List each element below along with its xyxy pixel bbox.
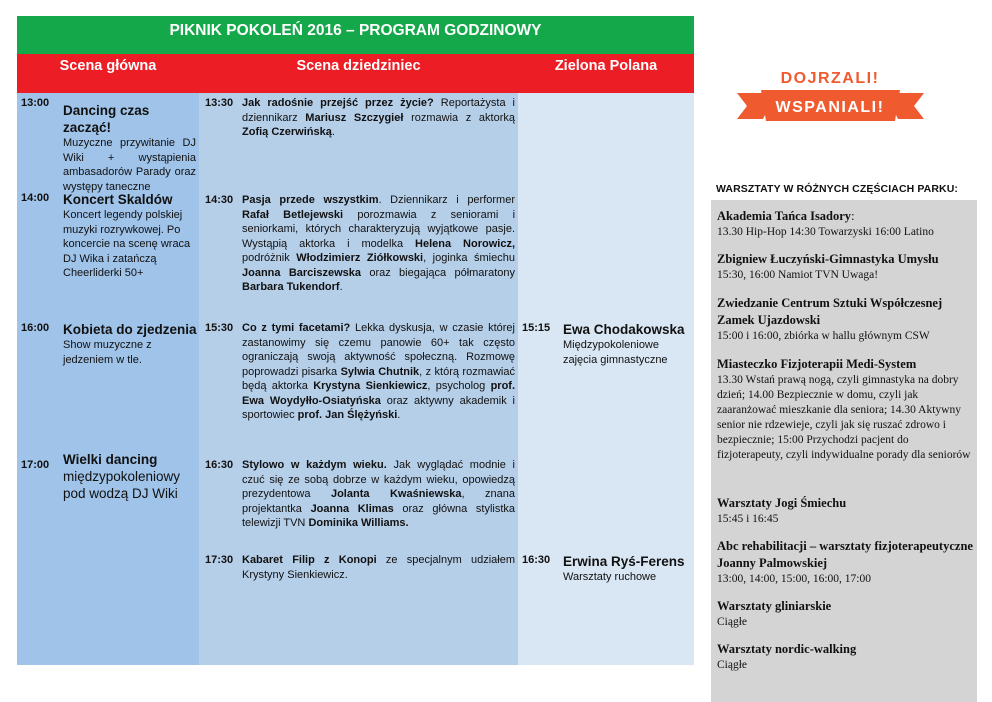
workshop-item	[717, 495, 975, 527]
workshop-item	[717, 251, 975, 283]
event-title: Koncert Skaldów	[63, 192, 173, 207]
logo-line2: WSPANIALI!	[775, 99, 885, 116]
event-title: Kobieta do zjedzenia	[63, 322, 197, 337]
event-title: Erwina Ryś-Ferens	[563, 554, 685, 569]
event-desc: Kabaret Filip z Konopi ze specjalnym udziałem Krystyny Sienkiewicz.	[242, 554, 515, 581]
event-time: 14:30	[205, 194, 234, 206]
event-title: Ewa Chodakowska	[563, 322, 685, 337]
event-title: Wielki dancing	[63, 452, 158, 467]
dojrzali-wspaniali-logo	[733, 63, 928, 133]
workshop-item: Akademia Tańca Isadory: 13.30 Hip-Hop 14:30 Towarzyski 16:00 Latino	[717, 209, 934, 238]
event-time: 16:00	[21, 322, 50, 334]
workshop-desc: Ciągłe	[717, 616, 748, 628]
logo-line1: DOJRZALI!	[780, 70, 880, 87]
workshop-item	[717, 641, 975, 673]
workshop-desc: 15:00 i 16:00, zbiórka w hallu głównym CSW	[717, 330, 930, 342]
event-desc: Jak radośnie przejść przez życie? Reportażysta i dziennikarz Mariusz Szczygieł rozmawia z aktorką Zofią Czerwińską.	[242, 97, 515, 138]
header-main-stage: Scena główna	[59, 58, 157, 74]
workshop-item	[717, 538, 975, 587]
event-desc: Pasja przede wszystkim. Dziennikarz i performer Rafał Betlejewski porozmawia z seniorami i seniorkami, których charakteryzują wyjątkowe pasje. Wystąpią aktorka i modelka Helena Norowicz, podróżnik Włodzimierz Ziółkowski, joginka śmiechu Joanna Barciszewska oraz biegająca półmaratony Barbara Tukendorf.	[242, 194, 516, 293]
workshop-title: Miasteczko Fizjoterapii Medi-System	[717, 357, 917, 371]
workshop-item	[717, 598, 975, 630]
workshop-desc: 13.30 Hip-Hop 14:30 Towarzyski 16:00 Latino	[717, 226, 934, 238]
workshop-desc: 13:00, 14:00, 15:00, 16:00, 17:00	[717, 573, 871, 585]
workshops-heading: WARSZTATY W RÓŻNYCH CZĘŚCIACH PARKU:	[716, 183, 958, 195]
event-time: 14:00	[21, 192, 50, 204]
event-time: 13:30	[205, 97, 234, 109]
program-title: PIKNIK POKOLEŃ 2016 – PROGRAM GODZINOWY	[17, 16, 694, 54]
workshop-title: Abc rehabilitacji – warsztaty fizjoterapeutyczne Joanny Palmowskiej	[717, 539, 973, 570]
event-title: Dancing czas zacząć!	[63, 103, 150, 135]
workshop-desc: Ciągłe	[717, 659, 748, 671]
workshop-desc: 13.30 Wstań prawą nogą, czyli gimnastyka na dobry dzień; 14.00 Bezpiecznie w domu, czyli jak zaaranżować mieszkanie dla seniora; 14.30 Aktywny senior nie rdzewieje, czyli jak się ruszać zdrowo i bezpiecznie; 15:00 Przychodzi pacjent do fizjoterapeuty, czyli indywidualne porady dla seniorów	[717, 374, 971, 461]
header-polana: Zielona Polana	[554, 58, 658, 74]
event-time: 13:00	[21, 97, 50, 109]
workshop-title: Akademia Tańca Isadory	[717, 209, 852, 223]
workshop-item	[717, 356, 975, 463]
column-headers	[17, 54, 694, 93]
event-time: 15:30	[205, 322, 234, 334]
workshop-title: Zwiedzanie Centrum Sztuki Współczesnej Zamek Ujazdowski	[717, 296, 943, 327]
event-desc: Koncert legendy polskiej muzyki rozrywkowej. Po koncercie na scenę wraca DJ Wika i zatańczą Cheerliderki 50+	[63, 209, 191, 279]
workshop-item	[717, 295, 975, 344]
workshop-title: Warsztaty nordic-walking	[717, 642, 857, 656]
event-desc: Międzypokoleniowe zajęcia gimnastyczne	[563, 339, 668, 366]
event-desc: Warsztaty ruchowe	[563, 571, 657, 583]
event-desc: Muzyczne przywitanie DJ Wiki + wystąpienia ambasadorów Parady oraz występy taneczne	[63, 137, 196, 193]
event-time: 16:30	[522, 554, 551, 566]
workshop-desc: 15:30, 16:00 Namiot TVN Uwaga!	[717, 269, 879, 281]
workshop-title: Zbigniew Łuczyński-Gimnastyka Umysłu	[717, 252, 939, 266]
event-time: 15:15	[522, 322, 551, 334]
event-time: 17:00	[21, 459, 50, 471]
workshops-panel	[711, 200, 977, 702]
event-desc: międzypokoleniowy pod wodzą DJ Wiki	[63, 469, 181, 501]
workshop-title: Warsztaty Jogi Śmiechu	[717, 496, 847, 510]
workshop-desc: 15:45 i 16:45	[717, 513, 779, 525]
event-desc: Stylowo w każdym wieku. Jak wyglądać modnie i czuć się ze sobą dobrze w każdym wieku, opowiedzą prezydentowa Jolanta Kwaśniewska, znana projektantka Joanna Klimas oraz główna stylistka telewizji TVN Dominika Williams.	[242, 459, 516, 529]
event-desc: Co z tymi facetami? Lekka dyskusja, w czasie której zastanowimy się czemu panowie 60+ tak często ograniczają swoją aktywność społeczną. Rozmowę poprowadzi pisarka Sylwia Chutnik, z którą rozmawiać będą aktorka Krystyna Sienkiewicz, psycholog prof. Ewa Woydyłło-Osiatyńska oraz aktywny akademik i sportowiec prof. Jan Ślężyński.	[242, 322, 516, 421]
header-courtyard: Scena dziedziniec	[296, 58, 421, 74]
workshop-title: Warsztaty gliniarskie	[717, 599, 832, 613]
event-desc: Show muzyczne z jedzeniem w tle.	[63, 339, 152, 366]
event-time: 16:30	[205, 459, 234, 471]
event-time: 17:30	[205, 554, 234, 566]
